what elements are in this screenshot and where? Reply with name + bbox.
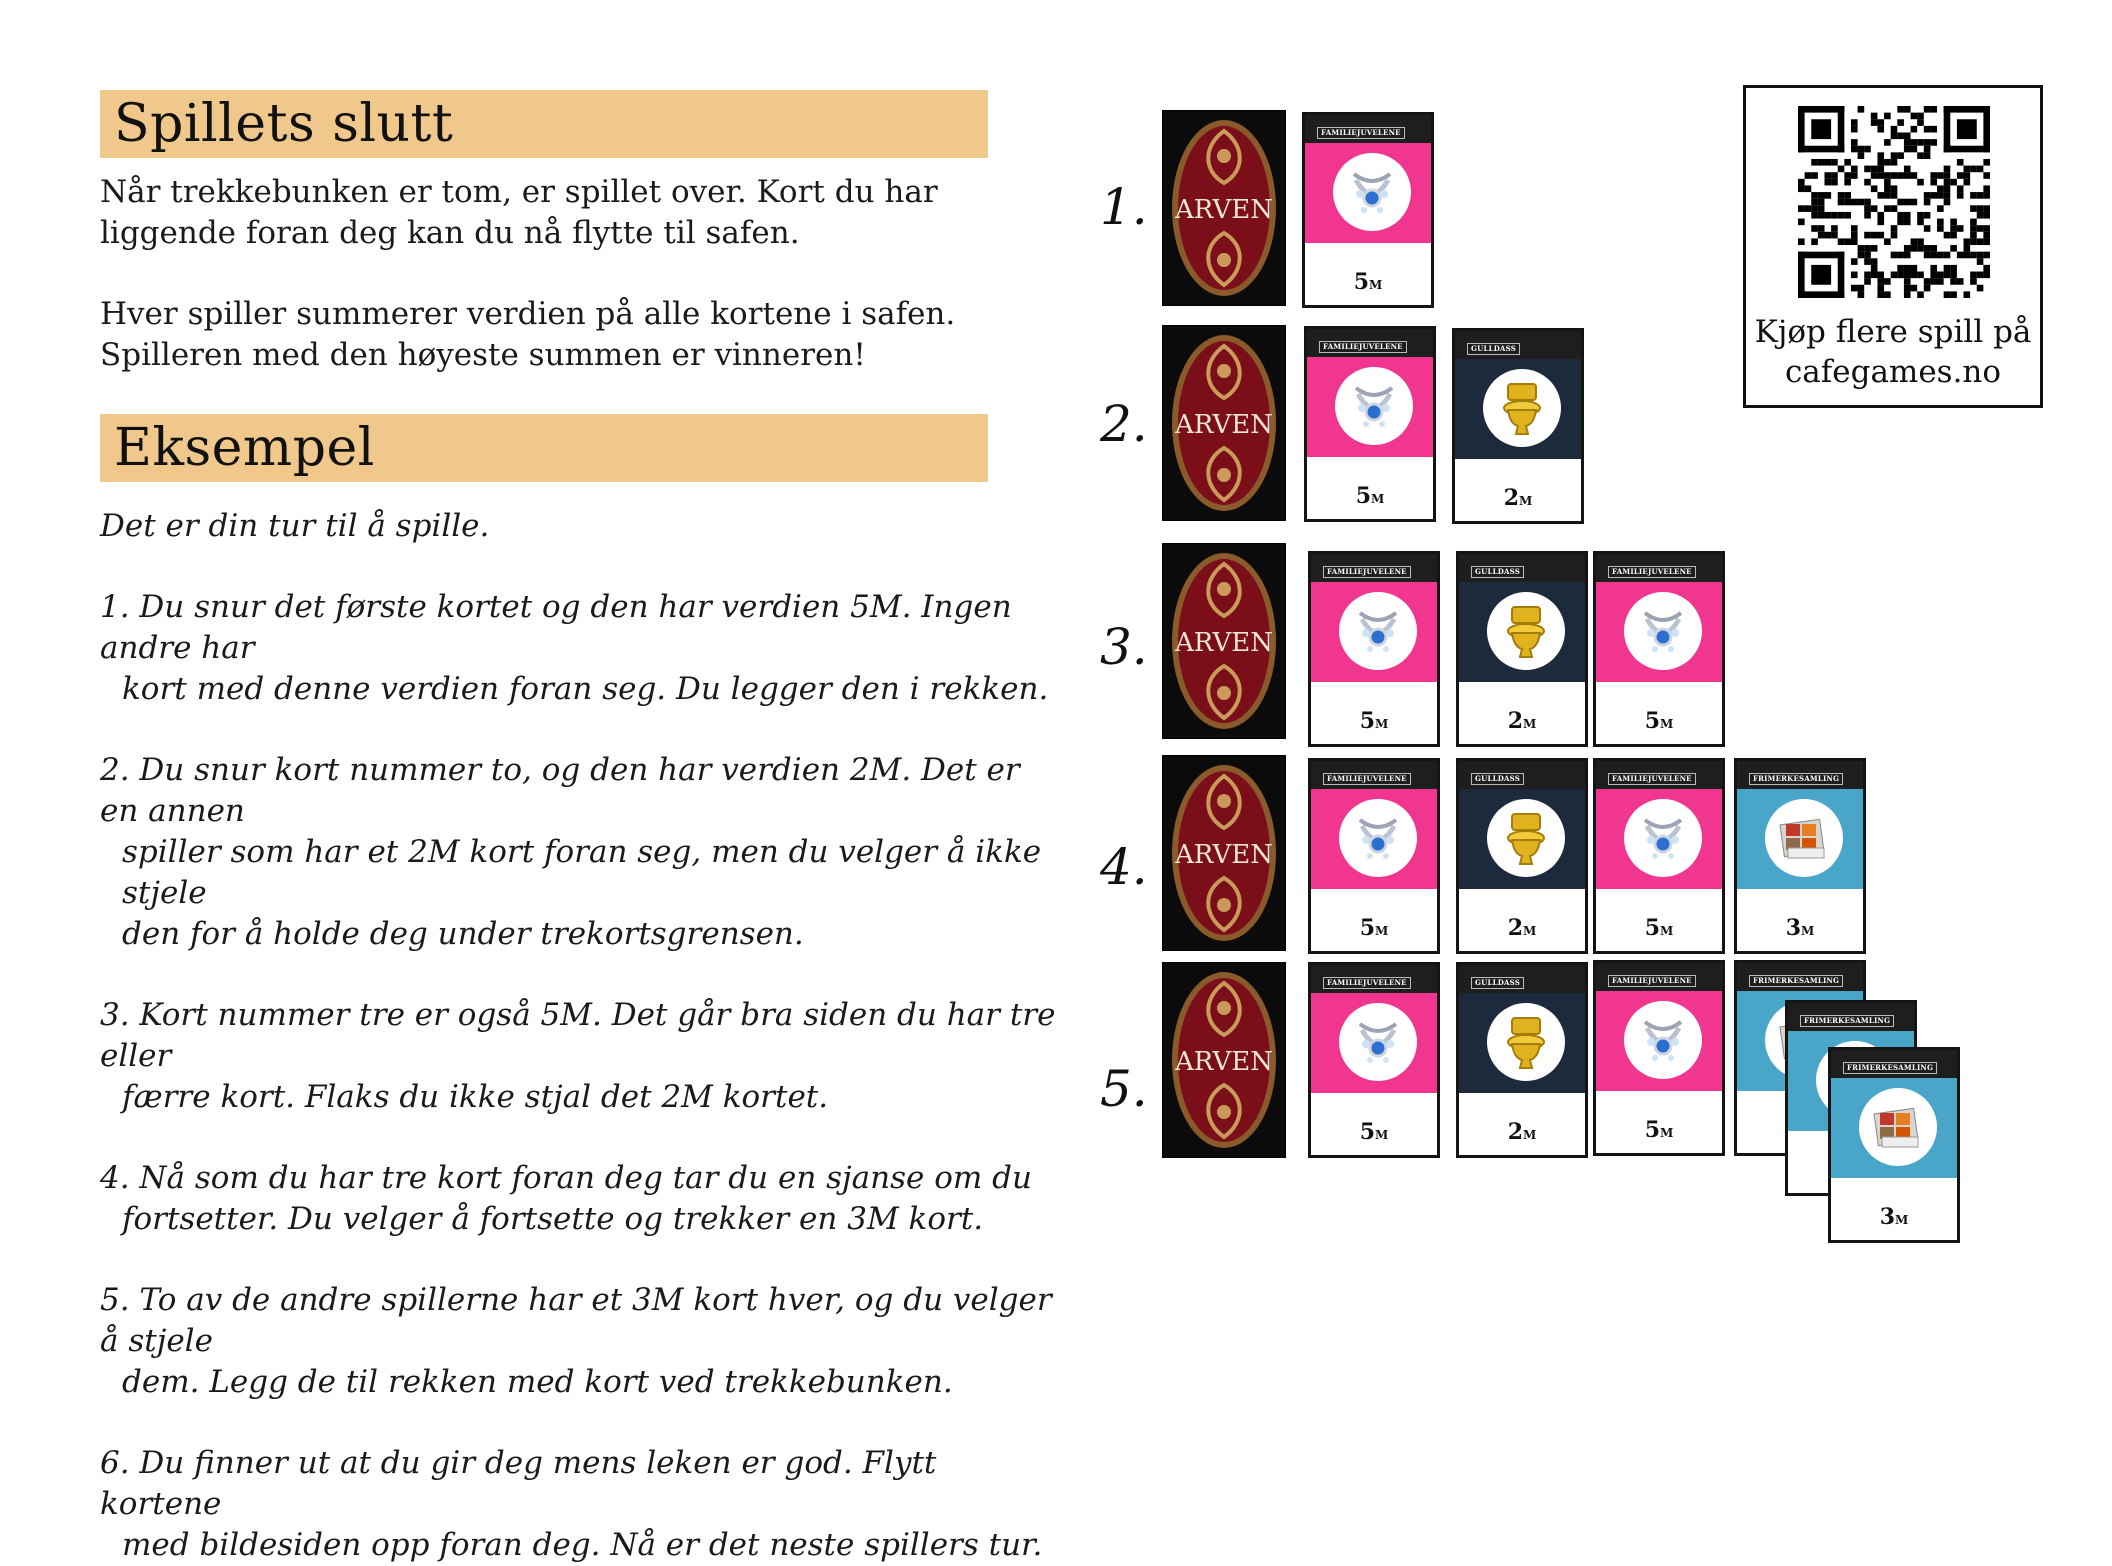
card-type-label: FAMILIEJUVELENE: [1323, 977, 1411, 989]
card-face: [1455, 359, 1581, 459]
card-header: [1311, 965, 1437, 993]
card-face: [1311, 582, 1437, 682]
card-face: [1596, 789, 1722, 889]
familiejuvelene-card: [1308, 551, 1440, 747]
end-p2-line2: Spilleren med den høyeste summen er vinneren!: [100, 337, 866, 373]
row-number-1: 1.: [1100, 178, 1148, 236]
example-step-1: [100, 587, 1060, 710]
card-header: [1311, 761, 1437, 789]
card-value: 5M: [1353, 269, 1383, 295]
step-line: 1. Du snur det første kortet og den har verdien 5M. Ingen andre har: [100, 589, 1012, 666]
step-line: fortsetter. Du velger å fortsette og trekker en 3M kort.: [122, 1201, 984, 1237]
step-line: 2. Du snur kort nummer to, og den har verdien 2M. Det er en annen: [100, 752, 1020, 829]
card-type-label: FAMILIEJUVELENE: [1323, 566, 1411, 578]
step-line: spiller som har et 2M kort foran seg, men du velger å ikke stjele: [122, 834, 1042, 911]
card-face: [1831, 1078, 1957, 1178]
card-face: [1307, 357, 1433, 457]
card-face: [1311, 789, 1437, 889]
draw-pile-card-back: [1162, 755, 1286, 951]
example-step-5: [100, 1280, 1060, 1403]
stolen-frimerkesamling-card: [1828, 1047, 1960, 1243]
card-type-label: FAMILIEJUVELENE: [1608, 975, 1696, 987]
step-line: dem. Legg de til rekken med kort ved trekkebunken.: [122, 1364, 953, 1400]
card-value: 2M: [1507, 708, 1537, 734]
jewels-icon: [1624, 592, 1702, 670]
gulldass-card: [1456, 758, 1588, 954]
card-header: [1459, 761, 1585, 789]
card-back-title: ARVEN: [1175, 840, 1273, 870]
section-heading-end: Spillets slutt: [100, 90, 988, 158]
card-type-label: FRIMERKESAMLING: [1749, 773, 1843, 785]
card-value: 5M: [1359, 1119, 1389, 1145]
card-type-label: FAMILIEJUVELENE: [1608, 773, 1696, 785]
card-value: 2M: [1503, 485, 1533, 511]
section-heading-example: Eksempel: [100, 414, 988, 482]
familiejuvelene-card: [1593, 960, 1725, 1156]
card-value: 5M: [1359, 915, 1389, 941]
draw-pile-card-back: [1162, 543, 1286, 739]
frimerkesamling-card: [1734, 758, 1866, 954]
promo-text: [1746, 312, 2040, 392]
card-value: 2M: [1507, 915, 1537, 941]
step-line: 4. Nå som du har tre kort foran deg tar du en sjanse om du: [100, 1160, 1032, 1196]
card-header: [1596, 554, 1722, 582]
jewels-icon: [1339, 592, 1417, 670]
card-header: [1459, 554, 1585, 582]
rules-text-column: [100, 90, 1060, 1566]
card-header: [1737, 963, 1863, 991]
row-number-2: 2.: [1100, 395, 1148, 453]
card-value: 5M: [1644, 915, 1674, 941]
card-header: [1305, 115, 1431, 143]
card-type-label: GULLDASS: [1471, 773, 1524, 785]
card-header: [1596, 761, 1722, 789]
familiejuvelene-card: [1308, 962, 1440, 1158]
example-step-2: [100, 750, 1060, 955]
card-face: [1305, 143, 1431, 243]
card-value: 5M: [1644, 708, 1674, 734]
familiejuvelene-card: [1304, 326, 1436, 522]
card-type-label: GULLDASS: [1471, 566, 1524, 578]
end-p2-line1: Hver spiller summerer verdien på alle kortene i safen.: [100, 296, 956, 332]
golden-toilet-icon: [1487, 799, 1565, 877]
promo-box: [1743, 85, 2043, 408]
stamp-collection-icon: [1765, 799, 1843, 877]
card-header: [1596, 963, 1722, 991]
end-paragraph-1: [100, 172, 1000, 254]
example-step-3: [100, 995, 1060, 1118]
card-type-label: FAMILIEJUVELENE: [1608, 566, 1696, 578]
stamp-collection-icon: [1859, 1088, 1937, 1166]
row-number-3: 3.: [1100, 618, 1148, 676]
qr-code-icon[interactable]: [1798, 106, 1990, 298]
gulldass-card: [1452, 328, 1584, 524]
card-value: 3M: [1785, 915, 1815, 941]
card-header: [1311, 554, 1437, 582]
jewels-icon: [1333, 153, 1411, 231]
example-step-6: [100, 1443, 1060, 1566]
example-intro: Det er din tur til å spille.: [100, 508, 490, 544]
card-back-title: ARVEN: [1175, 1047, 1273, 1077]
row-number-5: 5.: [1100, 1060, 1148, 1118]
card-value: 2M: [1507, 1119, 1537, 1145]
promo-line-1: Kjøp flere spill på: [1754, 314, 2032, 350]
card-type-label: FRIMERKESAMLING: [1843, 1062, 1937, 1074]
golden-toilet-icon: [1487, 1003, 1565, 1081]
card-face: [1459, 789, 1585, 889]
card-type-label: GULLDASS: [1471, 977, 1524, 989]
example-step-4: [100, 1158, 1060, 1240]
card-header: [1459, 965, 1585, 993]
card-header: [1455, 331, 1581, 359]
card-value: 5M: [1644, 1117, 1674, 1143]
card-type-label: FRIMERKESAMLING: [1800, 1015, 1894, 1027]
card-face: [1737, 789, 1863, 889]
promo-url[interactable]: cafegames.no: [1784, 354, 2002, 390]
familiejuvelene-card: [1308, 758, 1440, 954]
card-face: [1311, 993, 1437, 1093]
card-type-label: GULLDASS: [1467, 343, 1520, 355]
card-face: [1459, 582, 1585, 682]
draw-pile-card-back: [1162, 962, 1286, 1158]
jewels-icon: [1335, 367, 1413, 445]
jewels-icon: [1624, 799, 1702, 877]
card-header: [1737, 761, 1863, 789]
step-line: færre kort. Flaks du ikke stjal det 2M kortet.: [122, 1079, 829, 1115]
card-value: 5M: [1355, 483, 1385, 509]
golden-toilet-icon: [1483, 369, 1561, 447]
step-line: 5. To av de andre spillerne har et 3M kort hver, og du velger å stjele: [100, 1282, 1052, 1359]
draw-pile-card-back: [1162, 110, 1286, 306]
card-header: [1307, 329, 1433, 357]
card-type-label: FRIMERKESAMLING: [1749, 975, 1843, 987]
card-type-label: FAMILIEJUVELENE: [1317, 127, 1405, 139]
card-header: [1831, 1050, 1957, 1078]
jewels-icon: [1624, 1001, 1702, 1079]
card-face: [1596, 991, 1722, 1091]
familiejuvelene-card: [1302, 112, 1434, 308]
end-p1-line2: liggende foran deg kan du nå flytte til safen.: [100, 215, 800, 251]
card-type-label: FAMILIEJUVELENE: [1323, 773, 1411, 785]
golden-toilet-icon: [1487, 592, 1565, 670]
familiejuvelene-card: [1593, 758, 1725, 954]
step-line: 3. Kort nummer tre er også 5M. Det går bra siden du har tre eller: [100, 997, 1056, 1074]
card-face: [1596, 582, 1722, 682]
step-line: den for å holde deg under trekortsgrensen.: [122, 916, 804, 952]
card-face: [1459, 993, 1585, 1093]
step-line: med bildesiden opp foran deg. Nå er det neste spillers tur.: [122, 1527, 1043, 1563]
card-back-title: ARVEN: [1175, 195, 1273, 225]
card-back-title: ARVEN: [1175, 628, 1273, 658]
card-back-title: ARVEN: [1175, 410, 1273, 440]
draw-pile-card-back: [1162, 325, 1286, 521]
gulldass-card: [1456, 962, 1588, 1158]
card-header: [1788, 1003, 1914, 1031]
end-p1-line1: Når trekkebunken er tom, er spillet over. Kort du har: [100, 174, 938, 210]
gulldass-card: [1456, 551, 1588, 747]
jewels-icon: [1339, 1003, 1417, 1081]
row-number-4: 4.: [1100, 838, 1148, 896]
end-paragraph-2: [100, 294, 1000, 376]
card-value: 5M: [1359, 708, 1389, 734]
jewels-icon: [1339, 799, 1417, 877]
card-value: 3M: [1879, 1204, 1909, 1230]
card-type-label: FAMILIEJUVELENE: [1319, 341, 1407, 353]
step-line: kort med denne verdien foran seg. Du legger den i rekken.: [122, 671, 1049, 707]
familiejuvelene-card: [1593, 551, 1725, 747]
step-line: 6. Du finner ut at du gir deg mens leken er god. Flytt kortene: [100, 1445, 937, 1522]
